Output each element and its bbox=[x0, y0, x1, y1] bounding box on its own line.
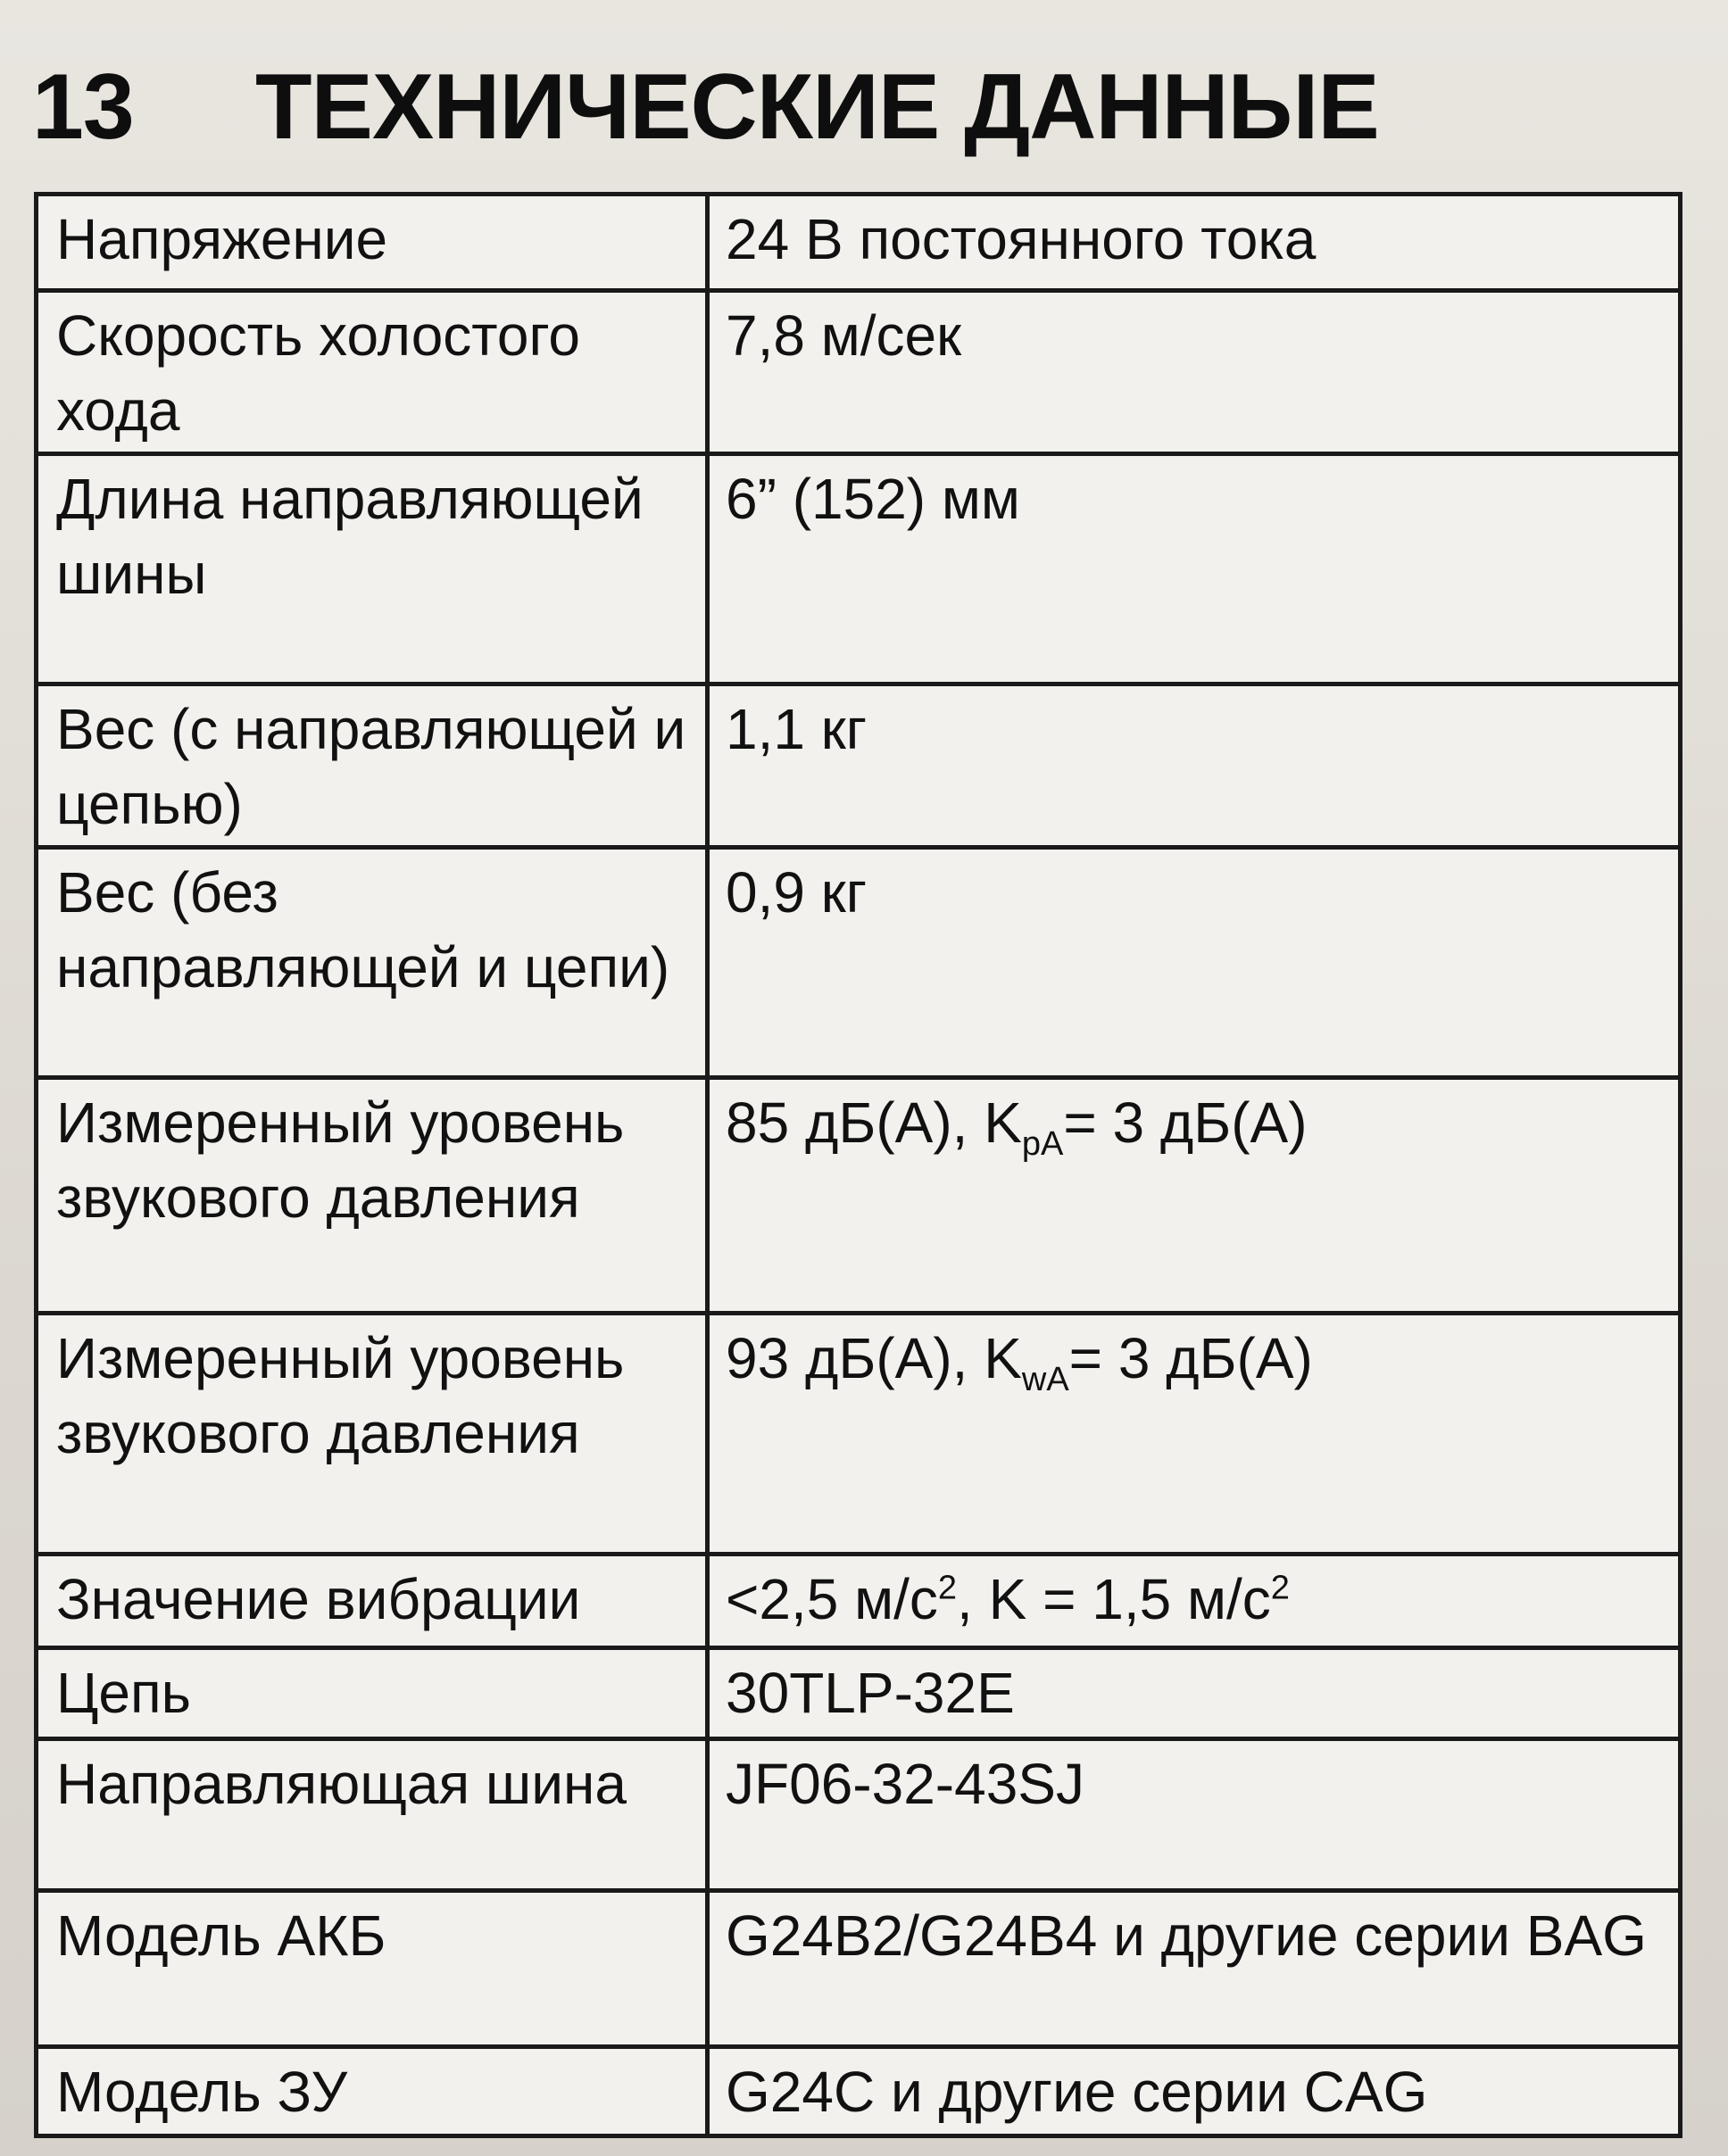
spec-value: 0,9 кг bbox=[708, 848, 1681, 1078]
table-row bbox=[37, 1314, 1681, 1555]
value-part-b: , K = 1,5 м/с bbox=[957, 1567, 1271, 1631]
value-tail: = 3 дБ(А) bbox=[1068, 1326, 1313, 1390]
spec-label: Вес (с направляющей и цепью) bbox=[37, 684, 708, 848]
value-superscript: 2 bbox=[937, 1569, 958, 1607]
table-row bbox=[37, 195, 1681, 291]
spec-label: Значение вибрации bbox=[37, 1555, 708, 1648]
spec-label: Направляющая шина bbox=[37, 1739, 708, 1891]
table-row bbox=[37, 291, 1681, 454]
table-row bbox=[37, 1648, 1681, 1739]
table-row bbox=[37, 1891, 1681, 2047]
value-tail: = 3 дБ(А) bbox=[1063, 1090, 1308, 1155]
spec-value bbox=[708, 1555, 1681, 1648]
table-row bbox=[37, 848, 1681, 1078]
table-row bbox=[37, 684, 1681, 848]
spec-label: Вес (без направляющей и цепи) bbox=[37, 848, 708, 1078]
spec-label: Модель ЗУ bbox=[37, 2047, 708, 2136]
spec-label: Скорость холостого хода bbox=[37, 291, 708, 454]
section-heading bbox=[32, 45, 1379, 170]
section-number: 13 bbox=[32, 54, 134, 159]
value-part-a: <2,5 м/с bbox=[726, 1567, 938, 1631]
spec-label: Цепь bbox=[37, 1648, 708, 1739]
value-main: 85 дБ(А), K bbox=[726, 1090, 1022, 1155]
spec-label: Длина направляющей шины bbox=[37, 454, 708, 684]
table-row bbox=[37, 2047, 1681, 2136]
spec-value: JF06-32-43SJ bbox=[708, 1739, 1681, 1891]
value-superscript: 2 bbox=[1270, 1569, 1290, 1607]
table-row bbox=[37, 454, 1681, 684]
specifications-table bbox=[34, 192, 1682, 2138]
spec-value: 6” (152) мм bbox=[708, 454, 1681, 684]
section-title: ТЕХНИЧЕСКИЕ ДАННЫЕ bbox=[255, 54, 1379, 159]
spec-value: 1,1 кг bbox=[708, 684, 1681, 848]
spec-label: Измеренный уровень звукового давления bbox=[37, 1078, 708, 1314]
spec-value: 24 В постоянного тока bbox=[708, 195, 1681, 291]
spec-value: G24C и другие серии CAG bbox=[708, 2047, 1681, 2136]
spec-value: 30TLP-32E bbox=[708, 1648, 1681, 1739]
spec-label: Измеренный уровень звукового давления bbox=[37, 1314, 708, 1555]
spec-label: Модель АКБ bbox=[37, 1891, 708, 2047]
value-subscript: pA bbox=[1021, 1124, 1064, 1163]
spec-value: G24B2/G24B4 и другие серии BAG bbox=[708, 1891, 1681, 2047]
spec-value: 7,8 м/сек bbox=[708, 291, 1681, 454]
table-row bbox=[37, 1078, 1681, 1314]
table-row bbox=[37, 1555, 1681, 1648]
value-main: 93 дБ(А), K bbox=[726, 1326, 1022, 1390]
value-subscript: wA bbox=[1021, 1360, 1069, 1398]
spec-value bbox=[708, 1078, 1681, 1314]
table-row bbox=[37, 1739, 1681, 1891]
spec-label: Напряжение bbox=[37, 195, 708, 291]
spec-value bbox=[708, 1314, 1681, 1555]
